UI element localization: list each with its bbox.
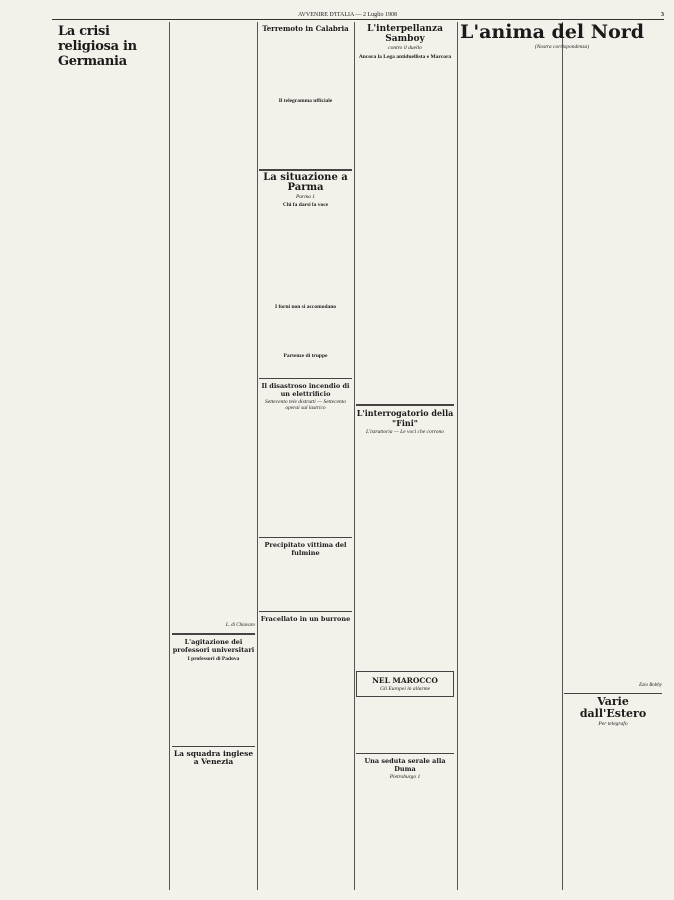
headline-parma: La situazione a Parma xyxy=(263,171,348,193)
column-2 xyxy=(172,22,255,892)
deck-duma: Pietroburgo 1 xyxy=(389,774,421,780)
subhead-terremoto: Il telegramma ufficiale xyxy=(278,98,333,104)
deck-marocco: Gli Europei in allarme xyxy=(379,685,431,692)
column-rule xyxy=(257,22,258,890)
column-rule xyxy=(562,22,563,890)
headline-precipitato: Precipitato vittima del fulmine xyxy=(264,540,347,557)
subhead-professori: I professori di Padova xyxy=(187,655,240,662)
deck-anima: (Nostra corrispondenza) xyxy=(534,44,590,50)
column-rule xyxy=(457,22,458,890)
headline-duma: Una seduta serale alla Duma xyxy=(364,757,446,773)
headline-squadra: La squadra inglese a Venezia xyxy=(173,749,254,767)
subhead-parma-3: Partenze di truppe xyxy=(283,353,328,359)
headline-crisi: La crisi religiosa in Germania xyxy=(58,24,137,69)
signature-anima: Ezio Bobby xyxy=(639,683,662,688)
headline-professori: L'agitazione dei professori universitari xyxy=(172,637,255,654)
date-line: AVVENIRE D'ITALIA — 2 Luglio 1908 xyxy=(298,12,397,18)
signature-crisi: L. di Chiavaro xyxy=(225,623,255,628)
top-rule xyxy=(52,19,664,20)
subhead-parma-2: I forni non si accomodano xyxy=(274,303,337,310)
headline-fracellato: Fracellato in un burrone xyxy=(260,614,351,623)
deck-estero: Per telegrafo xyxy=(598,720,628,727)
box-marocco xyxy=(356,671,454,698)
column-1 xyxy=(58,22,166,892)
column-rule xyxy=(169,22,170,890)
deck-samboy: contro il duello xyxy=(388,45,422,51)
article-body-crisi xyxy=(58,71,166,301)
subhead-samboy: Ancora la Lega antiduellista e Marcora xyxy=(358,53,452,60)
headline-disastroso: Il disastroso incendio di un elettrificio xyxy=(261,381,350,398)
column-4 xyxy=(356,22,454,892)
deck-fini: L'istruttoria — Le voci che corrono xyxy=(365,429,445,435)
column-3 xyxy=(259,22,352,892)
headline-samboy: L'interpellanza Samboy xyxy=(367,24,443,44)
column-6 xyxy=(564,22,662,892)
headline-marocco: NEL MAROCCO xyxy=(372,675,438,685)
subhead-parma-1: Chi fa darsi la voce xyxy=(282,202,329,208)
column-rule xyxy=(354,22,355,890)
headline-estero: Varie dall'Estero xyxy=(579,694,647,720)
page-number: 3 xyxy=(661,12,664,18)
headline-anima: L'anima del Nord xyxy=(460,21,645,43)
deck-parma: Parma 1 xyxy=(295,193,316,200)
article-continuation xyxy=(172,22,255,622)
headline-terremoto: Terremoto in Calabria xyxy=(262,24,349,33)
headline-fini: L'interrogatorio della "Fini" xyxy=(356,408,454,428)
deck-disastroso: Settecento tele distrutti — Settecento operai sul lastrico xyxy=(265,398,346,411)
